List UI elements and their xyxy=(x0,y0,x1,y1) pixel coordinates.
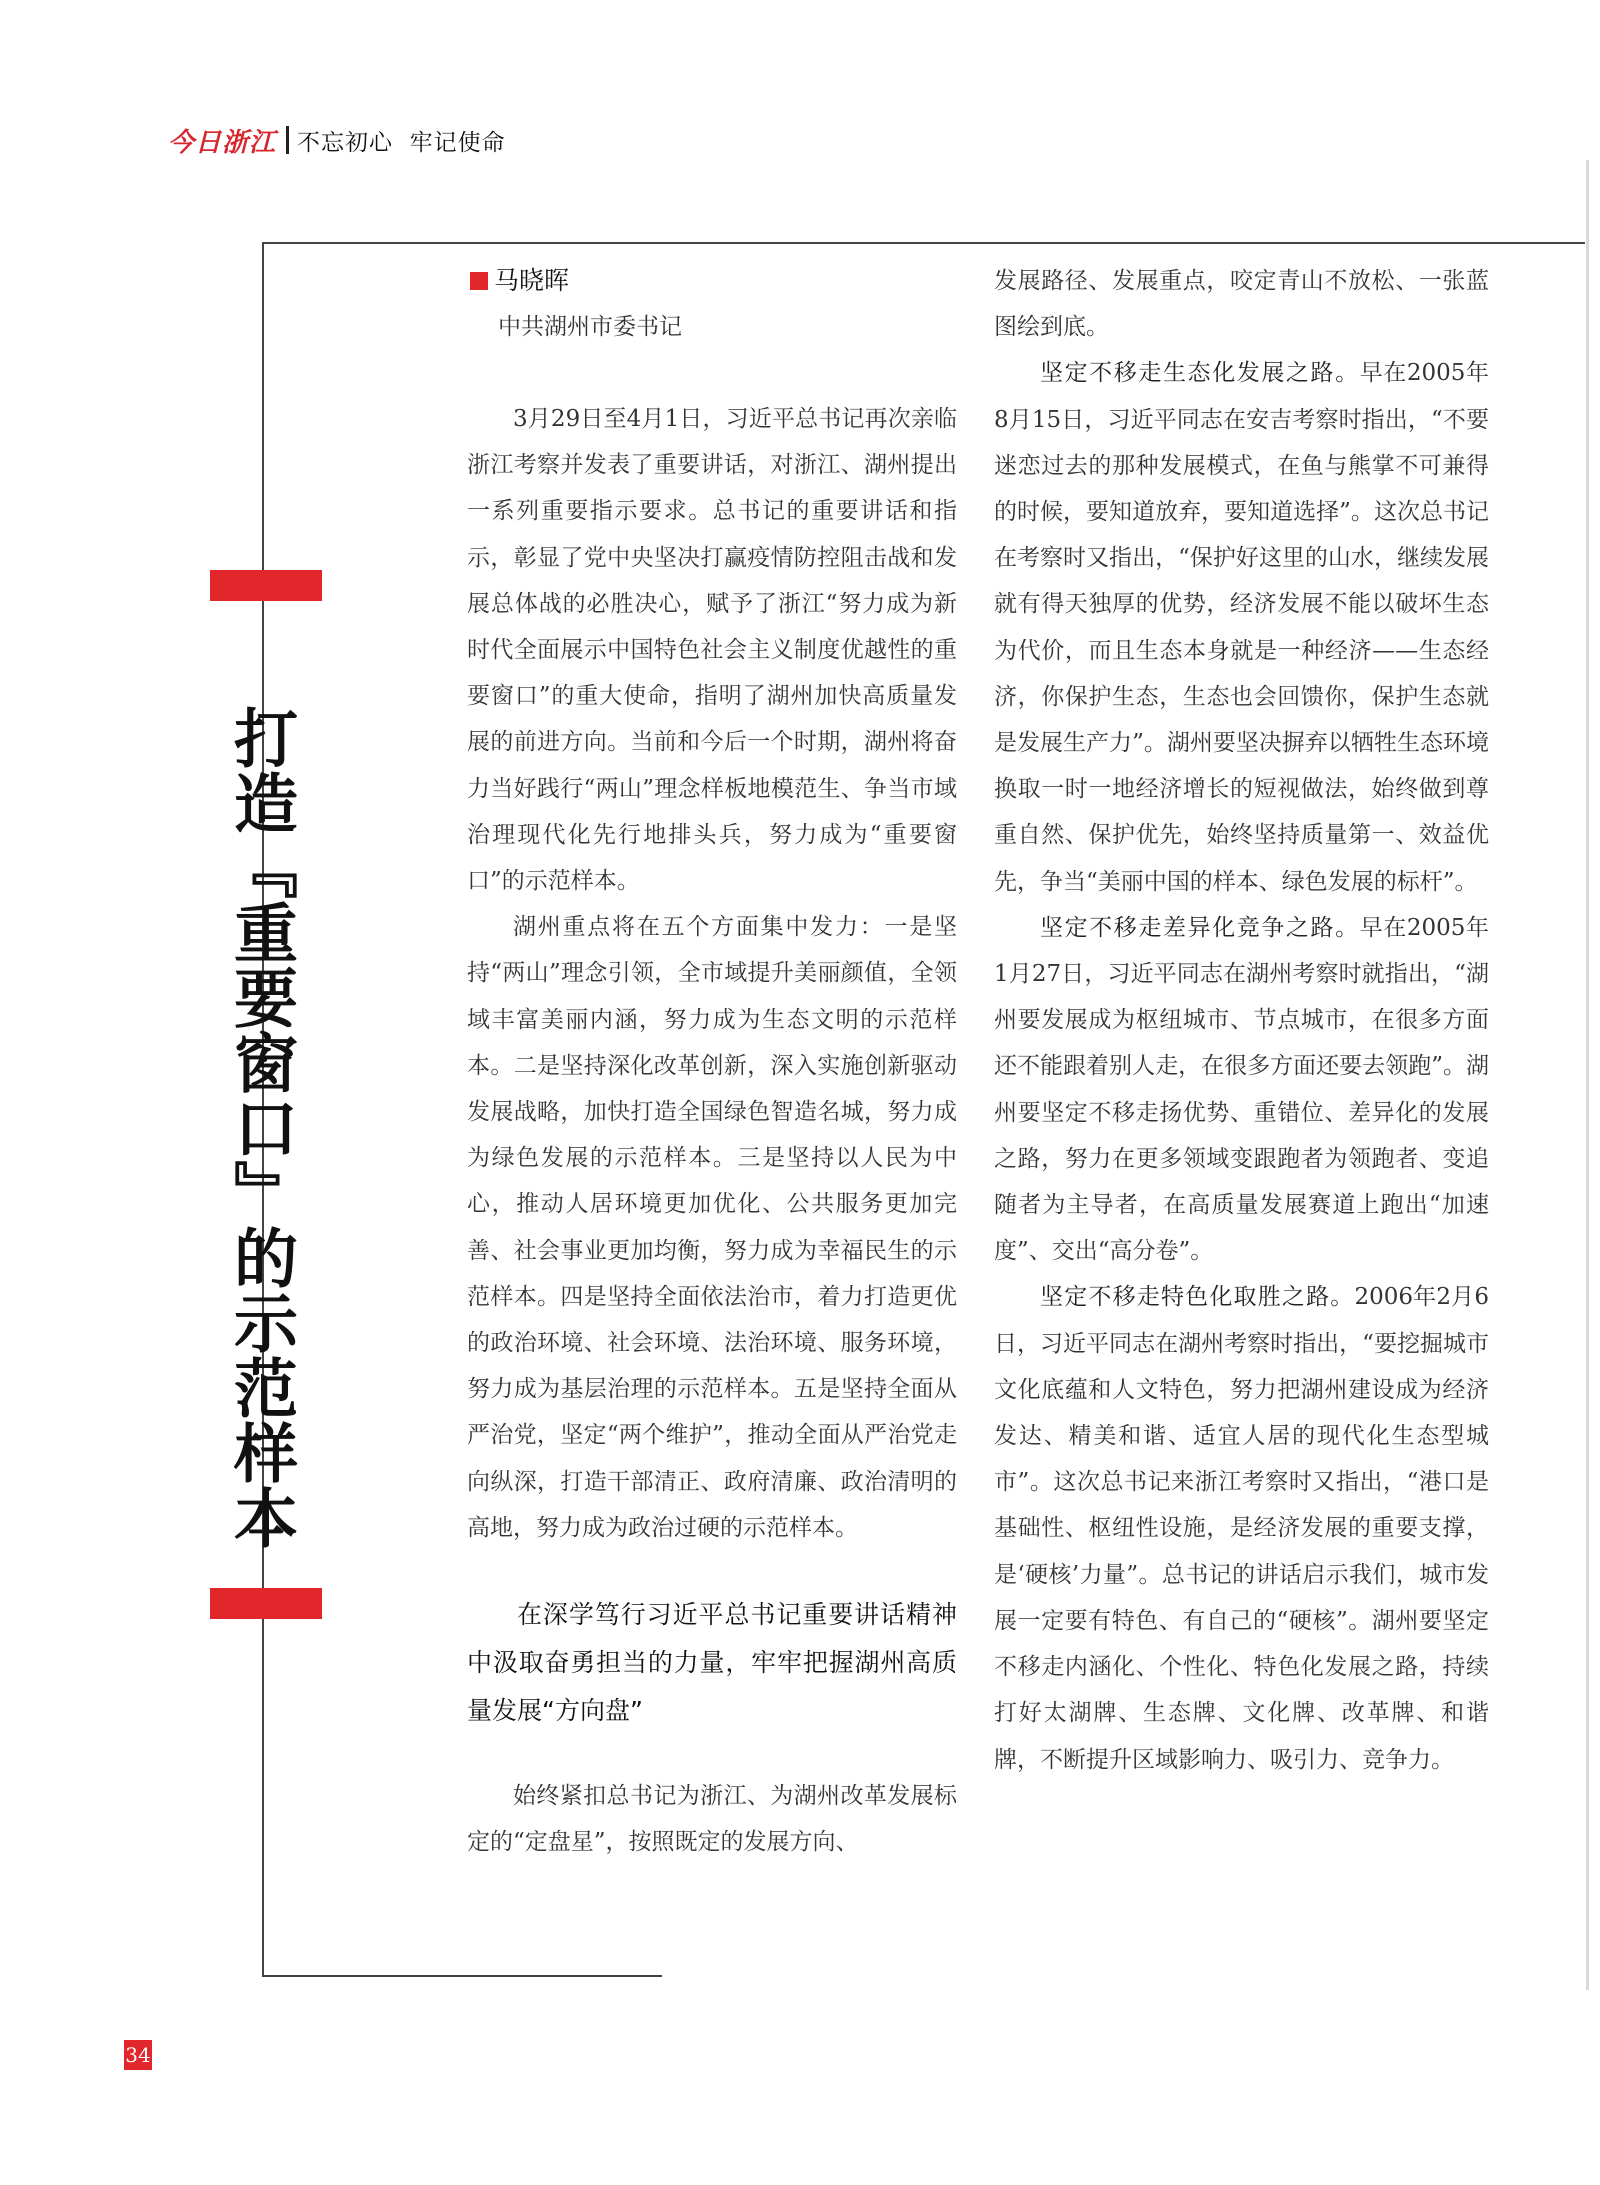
title-red-block-top xyxy=(210,570,322,601)
body-paragraph: 始终紧扣总书记为浙江、为湖州改革发展标定的“定盘星”，按照既定的发展方向、 xyxy=(467,1783,957,1856)
section-body: 早在2005年1月27日，习近平同志在湖州考察时就指出，“湖州要发展成为枢纽城市、节点城市，在很多方面还不能跟着别人走，在很多方面还要去领跑”。湖州要坚定不移走扬优势、重错位、差异化的发展之路，努力在更多领域变跟跑者为领跑者、变追随者为主导者，在高质量发展赛道上跑出“加速度”、交出“高分卷”。 xyxy=(994,914,1489,1265)
section-body: 早在2005年8月15日，习近平同志在安吉考察时指出，“不要迷恋过去的那种发展模式，在鱼与熊掌不可兼得的时候，要知道放弃，要知道选择”。这次总书记在考察时又指出，“保护好这里的山水，继续发展就有得天独厚的优势，经济发展不能以破坏生态为代价，而且生态本身就是一种经济——生态经济，你保护生态，生态也会回馈你，保护生态就是发展生产力”。湖州要坚决摒弃以牺牲生态环境换取一时一地经济增长的短视做法，始终做到尊重自然、保护优先，始终坚持质量第一、效益优先，争当“美丽中国的样本、绿色发展的标杆”。 xyxy=(994,360,1489,895)
author-byline xyxy=(467,258,957,304)
magazine-logo: 今日浙江 xyxy=(168,127,277,158)
body-paragraph: 3月29日至4月1日，习近平总书记再次亲临浙江考察并发表了重要讲话，对浙江、湖州提出一系列重要指示要求。总书记的重要讲话和指示，彰显了党中央坚决打赢疫情防控阻击战和发展总体战的必胜决心，赋予了浙江“努力成为新时代全面展示中国特色社会主义制度优越性的重要窗口”的重大使命，指明了湖州加快高质量发展的前进方向。当前和今后一个时期，湖州将奋力当好践行“两山”理念样板地模范生、争当市域治理现代化先行地排头兵，努力成为“重要窗口”的示范样本。 xyxy=(467,406,957,895)
section-paragraph xyxy=(994,1274,1489,1782)
section-lead: 坚定不移走差异化竞争之路。 xyxy=(1040,914,1360,941)
section-body: 2006年2月6日，习近平同志在湖州考察时指出，“要挖掘城市文化底蕴和人文特色，努力把湖州建设成为经济发达、精美和谐、适宜人居的现代化生态型城市”。这次总书记来浙江考察时又指出，“港口是基础性、枢纽性设施，是经济发展的重要支撑，是‘硬核’力量”。总书记的讲话启示我们，城市发展一定要有特色、有自己的“硬核”。湖州要坚定不移走内涵化、个性化、特色化发展之路，持续打好太湖牌、生态牌、文化牌、改革牌、和谐牌，不断提升区域影响力、吸引力、竞争力。 xyxy=(994,1284,1489,1773)
page-edge-shadow xyxy=(1586,160,1589,1990)
right-column xyxy=(994,258,1489,1783)
body-paragraph-continued: 发展路径、发展重点，咬定青山不放松、一张蓝图绘到底。 xyxy=(994,268,1489,341)
article-title: 打造『重要窗口』的示范样本 xyxy=(223,705,298,1550)
body-paragraph: 湖州重点将在五个方面集中发力：一是坚持“两山”理念引领，全市域提升美丽颜值，全领域丰富美丽内涵，努力成为生态文明的示范样本。二是坚持深化改革创新，深入实施创新驱动发展战略，加快打造全国绿色智造名城，努力成为绿色发展的示范样本。三是坚持以人民为中心，推动人居环境更加优化、公共服务更加完善、社会事业更加均衡，努力成为幸福民生的示范样本。四是坚持全面依法治市，着力打造更优的政治环境、社会环境、法治环境、服务环境，努力成为基层治理的示范样本。五是坚持全面从严治党，坚定“两个维护”，推动全面从严治党走向纵深，打造干部清正、政府清廉、政治清明的高地，努力成为政治过硬的示范样本。 xyxy=(467,914,957,1541)
frame-bottom-line xyxy=(262,1975,662,1977)
red-square-icon xyxy=(470,272,488,290)
section-lead: 坚定不移走特色化取胜之路。 xyxy=(1040,1284,1355,1311)
column-slogan: 不忘初心 牢记使命 xyxy=(297,129,506,156)
section-paragraph xyxy=(994,905,1489,1275)
magazine-header xyxy=(168,122,506,158)
header-divider xyxy=(286,126,289,154)
title-red-block-bottom xyxy=(210,1588,322,1619)
left-column xyxy=(467,258,957,1865)
page-number: 34 xyxy=(124,2040,152,2070)
author-name: 马晓晖 xyxy=(494,266,570,295)
frame-top-line xyxy=(262,242,1585,244)
section-lead: 坚定不移走生态化发展之路。 xyxy=(1040,360,1360,387)
section-paragraph xyxy=(994,350,1489,904)
author-title: 中共湖州市委书记 xyxy=(498,314,682,340)
section-subhead: 在深学笃行习近平总书记重要讲话精神中汲取奋勇担当的力量，牢牢把握湖州高质量发展“方向盘” xyxy=(467,1600,957,1726)
